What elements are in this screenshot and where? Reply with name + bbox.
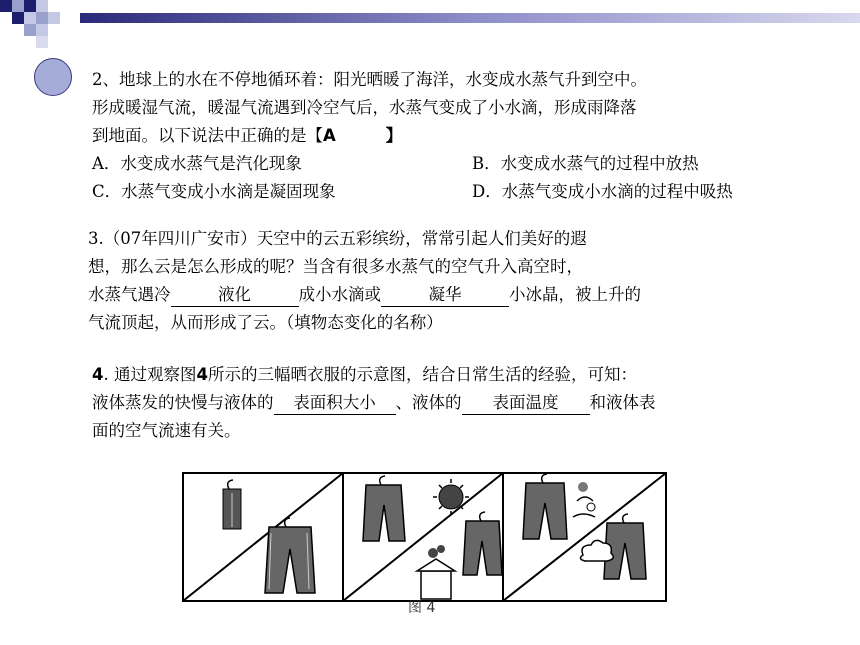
question-4 xyxy=(92,361,656,445)
panel-1 xyxy=(223,480,315,593)
q4-line-2c: 和液体表 xyxy=(589,393,656,412)
wind-icon xyxy=(573,482,595,517)
q3-line-1: 3.（07年四川广安市）天空中的云五彩缤纷，常常引起人们美好的遐 xyxy=(88,229,587,248)
house-icon xyxy=(417,545,455,599)
trousers-icon xyxy=(523,474,567,539)
q2-bracket-close: 】 xyxy=(385,126,403,145)
q4-fig-ref: 4 xyxy=(196,365,208,384)
panel-2 xyxy=(363,476,502,599)
sun-icon xyxy=(433,479,469,515)
q2-line-2: 形成暖湿气流，暖湿气流遇到冷空气后，水蒸气变成了小水滴，形成雨降落 xyxy=(92,98,637,117)
q4-line-2 xyxy=(92,389,656,417)
trousers-icon xyxy=(363,476,405,541)
q3-line-3 xyxy=(88,281,641,309)
q2-option-b: B．水变成水蒸气的过程中放热 xyxy=(472,154,699,173)
q4-line-2b: 、液体的 xyxy=(395,393,462,412)
q4-blank-1: 表面积大小 xyxy=(274,392,396,415)
trousers-icon xyxy=(265,518,315,593)
q3-line-3b: 成小水滴或 xyxy=(298,285,381,304)
header-bar xyxy=(80,13,860,23)
question-3 xyxy=(88,225,641,337)
q2-line-1: 2、地球上的水在不停地循环着：阳光晒暖了海洋，水变成水蒸气升到空中。 xyxy=(92,70,647,89)
q3-line-2: 想，那么云是怎么形成的呢？当含有很多水蒸气的空气升入高空时， xyxy=(88,257,583,276)
folded-clothes-icon xyxy=(223,480,241,529)
question-2 xyxy=(92,66,733,206)
q2-option-a: A．水变成水蒸气是汽化现象 xyxy=(92,154,302,173)
q3-blank-2: 凝华 xyxy=(381,284,509,307)
q4-line-1 xyxy=(92,361,656,389)
q3-line-3c: 小冰晶，被上升的 xyxy=(509,285,641,304)
panel-3 xyxy=(523,474,646,579)
q3-line-3a: 水蒸气遇冷 xyxy=(88,285,171,304)
q2-option-c: C．水蒸气变成小水滴是凝固现象 xyxy=(92,182,336,201)
figure-caption: 图 4 xyxy=(408,600,436,616)
q4-line-1b: 所示的三幅晒衣服的示意图，结合日常生活的经验，可知： xyxy=(207,365,637,384)
q2-answer: A xyxy=(323,126,336,145)
q3-blank-1: 液化 xyxy=(171,284,299,307)
q4-line-2a: 液体蒸发的快慢与液体的 xyxy=(92,393,274,412)
bullet-circle-icon xyxy=(34,58,72,96)
q4-blank-2: 表面温度 xyxy=(462,392,590,415)
q2-options-row-2 xyxy=(92,178,733,206)
cloud-icon xyxy=(580,540,613,561)
q2-option-d: D．水蒸气变成小水滴的过程中吸热 xyxy=(472,182,733,201)
q4-line-1a: . 通过观察图 xyxy=(103,365,197,384)
q2-line-3 xyxy=(92,122,647,150)
trousers-icon xyxy=(463,512,502,575)
q4-number: 4 xyxy=(92,365,104,384)
q2-options-row-1 xyxy=(92,150,699,178)
q3-line-4: 气流顶起，从而形成了云。（填物态变化的名称） xyxy=(88,313,443,332)
q4-line-3: 面的空气流速有关。 xyxy=(92,421,241,440)
q2-line-3-text: 到地面。以下说法中正确的是【 xyxy=(92,126,323,145)
